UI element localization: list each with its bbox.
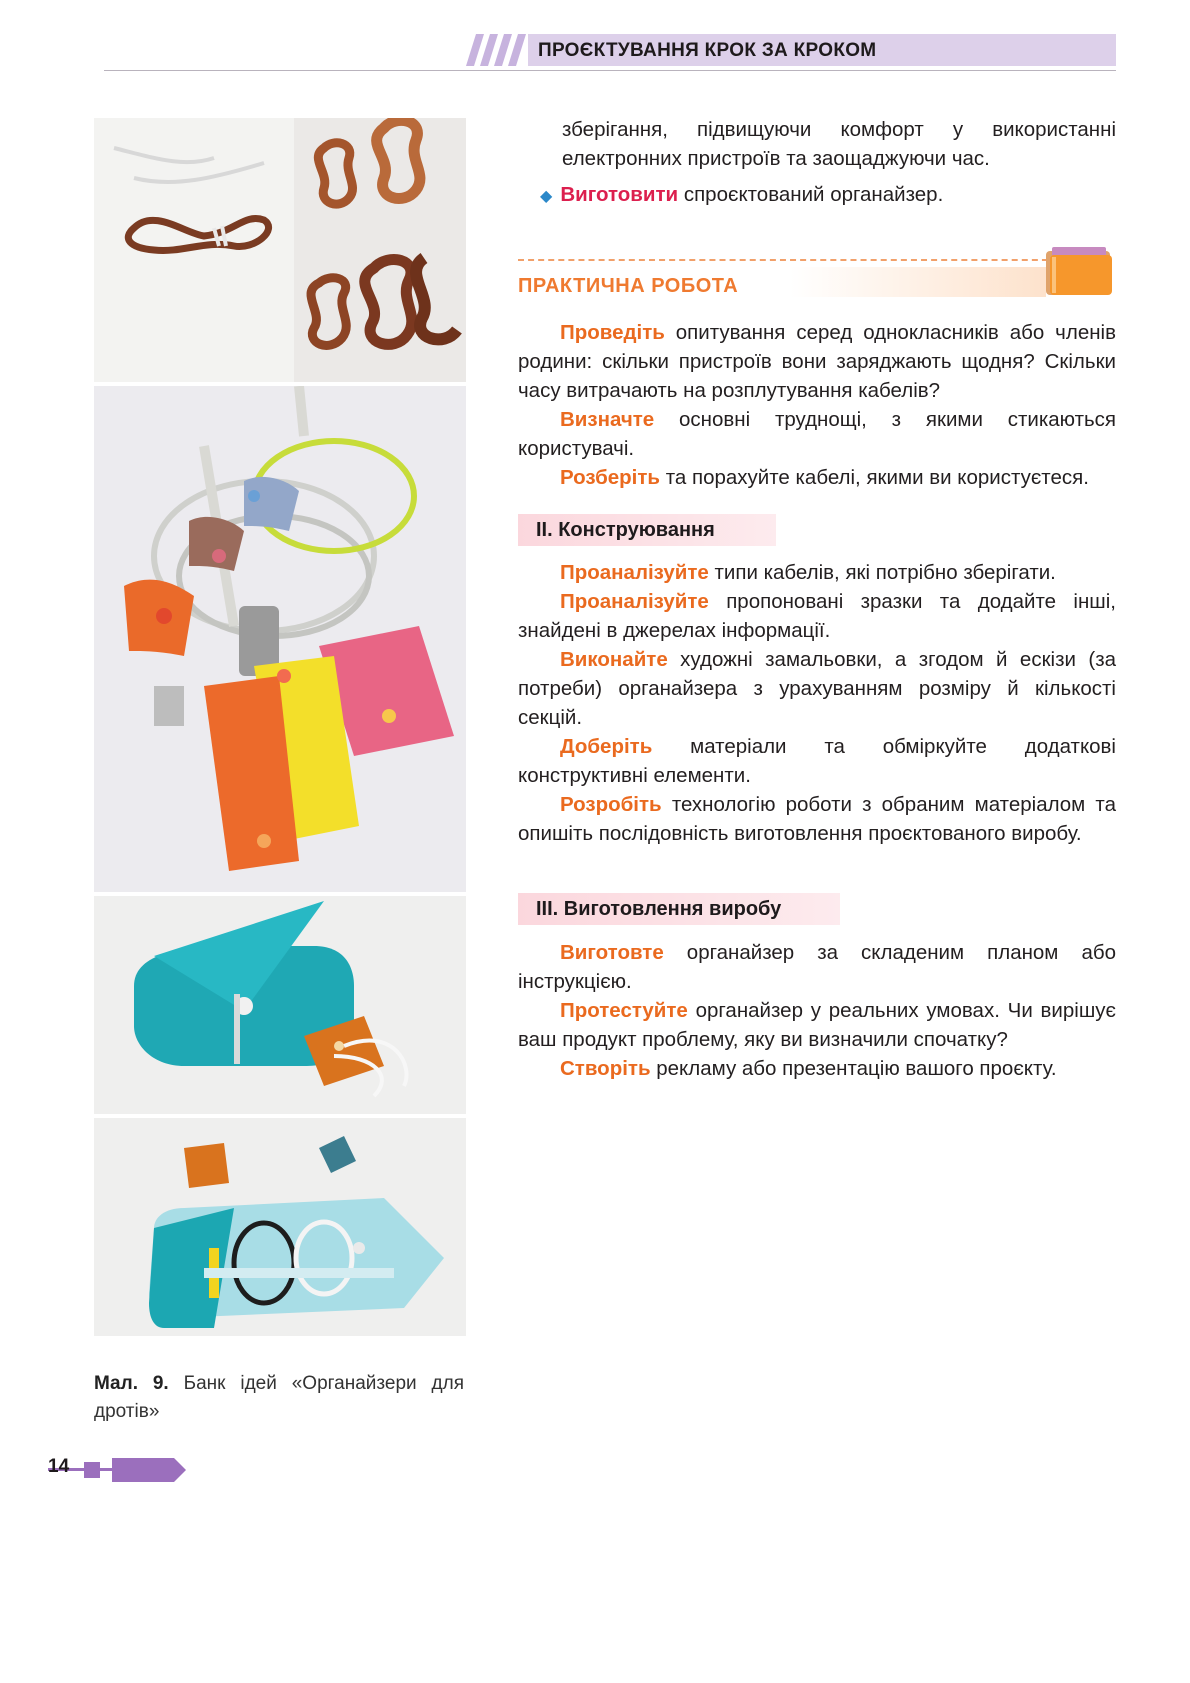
- practical-items: [518, 318, 1116, 492]
- manufacturing-item-text: органайзер за складеним планом або інструкцією.: [518, 941, 1116, 993]
- manufacturing-item-text: органайзер у реальних умовах. Чи вирішує ваш продукт проблему, яку ви визначили спочатку?: [518, 999, 1116, 1051]
- practical-work-title: ПРАКТИЧНА РОБОТА: [518, 275, 739, 297]
- manufacturing-item: [518, 938, 1116, 996]
- manufacturing-item-text: рекламу або презентацію вашого проєкту.: [650, 1057, 1057, 1080]
- bullet-diamond-icon: ◆: [540, 188, 553, 205]
- construction-item: [518, 790, 1116, 848]
- bullet-verb: Виготовити: [560, 183, 679, 206]
- figure-caption-text: Банк ідей «Органайзери для дротів»: [94, 1373, 464, 1422]
- photo-leather-roll-organizer: [94, 896, 466, 1114]
- practical-item: [518, 405, 1116, 463]
- intro-paragraph: [562, 115, 1116, 173]
- running-header: [466, 34, 1116, 66]
- construction-item-verb: Доберіть: [560, 735, 653, 758]
- construction-item-text: художні замальовки, а згодом й ескізи (за потреби) органайзера з урахуванням розміру й кількості секцій.: [518, 648, 1116, 729]
- construction-item-text: типи кабелів, які потрібно зберігати.: [708, 561, 1056, 584]
- folder-icon: [1046, 247, 1114, 297]
- bullet-text: спроєктований органайзер.: [678, 183, 944, 206]
- page-number: 14: [48, 1456, 70, 1477]
- practical-item-text: опитування серед однокласників або членів родини: скільки пристроїв вони заряджають щодня? Скільки часу витрачають на розплутування кабелів?: [518, 321, 1116, 402]
- construction-item: [518, 558, 1116, 587]
- construction-item-verb: Розробіть: [560, 793, 662, 816]
- practical-item-verb: Проведіть: [560, 321, 665, 344]
- photo-crochet-cable-ties: [94, 386, 466, 892]
- practical-item-text: основні труднощі, з якими стикаються користувачі.: [518, 408, 1116, 460]
- manufacturing-item: [518, 1054, 1116, 1083]
- manufacturing-item: [518, 996, 1116, 1054]
- construction-item-verb: Проаналізуйте: [560, 561, 709, 584]
- construction-item-verb: Виконайте: [560, 648, 668, 671]
- photo-wooden-cable-holders: [94, 118, 466, 382]
- construction-item-text: пропоновані зразки та додайте інші, знайдені в джерелах інформації.: [518, 590, 1116, 642]
- construction-item: [518, 645, 1116, 732]
- practical-item-text: та порахуйте кабелі, якими ви користуєтеся.: [660, 466, 1089, 489]
- practical-item-verb: Визначте: [560, 408, 655, 431]
- manufacturing-items: [518, 938, 1116, 1083]
- construction-item-text: матеріали та обміркуйте додаткові конструктивні елементи.: [518, 735, 1116, 787]
- intro-bullet: [540, 180, 1116, 211]
- construction-title: ІІ. Конструювання: [536, 519, 715, 541]
- construction-item-text: технологію роботи з обраним матеріалом та опишіть послідовність виготовлення проєктованого виробу.: [518, 793, 1116, 845]
- figure-caption: [94, 1370, 464, 1426]
- manufacturing-header: [518, 893, 840, 925]
- header-rule: [104, 70, 1116, 71]
- construction-items: [518, 558, 1116, 848]
- manufacturing-item-verb: Виготовте: [560, 941, 664, 964]
- practical-item: [518, 318, 1116, 405]
- header-stripes-decoration: [466, 34, 526, 66]
- construction-item: [518, 732, 1116, 790]
- photo-leather-organizer-open: [94, 1118, 466, 1336]
- header-title: ПРОЄКТУВАННЯ КРОК ЗА КРОКОМ: [538, 40, 877, 61]
- manufacturing-title: ІІІ. Виготовлення виробу: [536, 898, 782, 920]
- intro-text: зберігання, підвищуючи комфорт у використанні електронних пристроїв та заощаджуючи час.: [562, 118, 1116, 170]
- construction-item: [518, 587, 1116, 645]
- manufacturing-item-verb: Створіть: [560, 1057, 651, 1080]
- practical-item-verb: Розберіть: [560, 466, 661, 489]
- manufacturing-item-verb: Протестуйте: [560, 999, 688, 1022]
- construction-item-verb: Проаналізуйте: [560, 590, 709, 613]
- section-dashed-rule: [518, 259, 1058, 261]
- figure-caption-label: Мал. 9.: [94, 1373, 169, 1394]
- construction-header: [518, 514, 776, 546]
- practical-item: [518, 463, 1116, 492]
- section-title-gradient: [790, 267, 1046, 297]
